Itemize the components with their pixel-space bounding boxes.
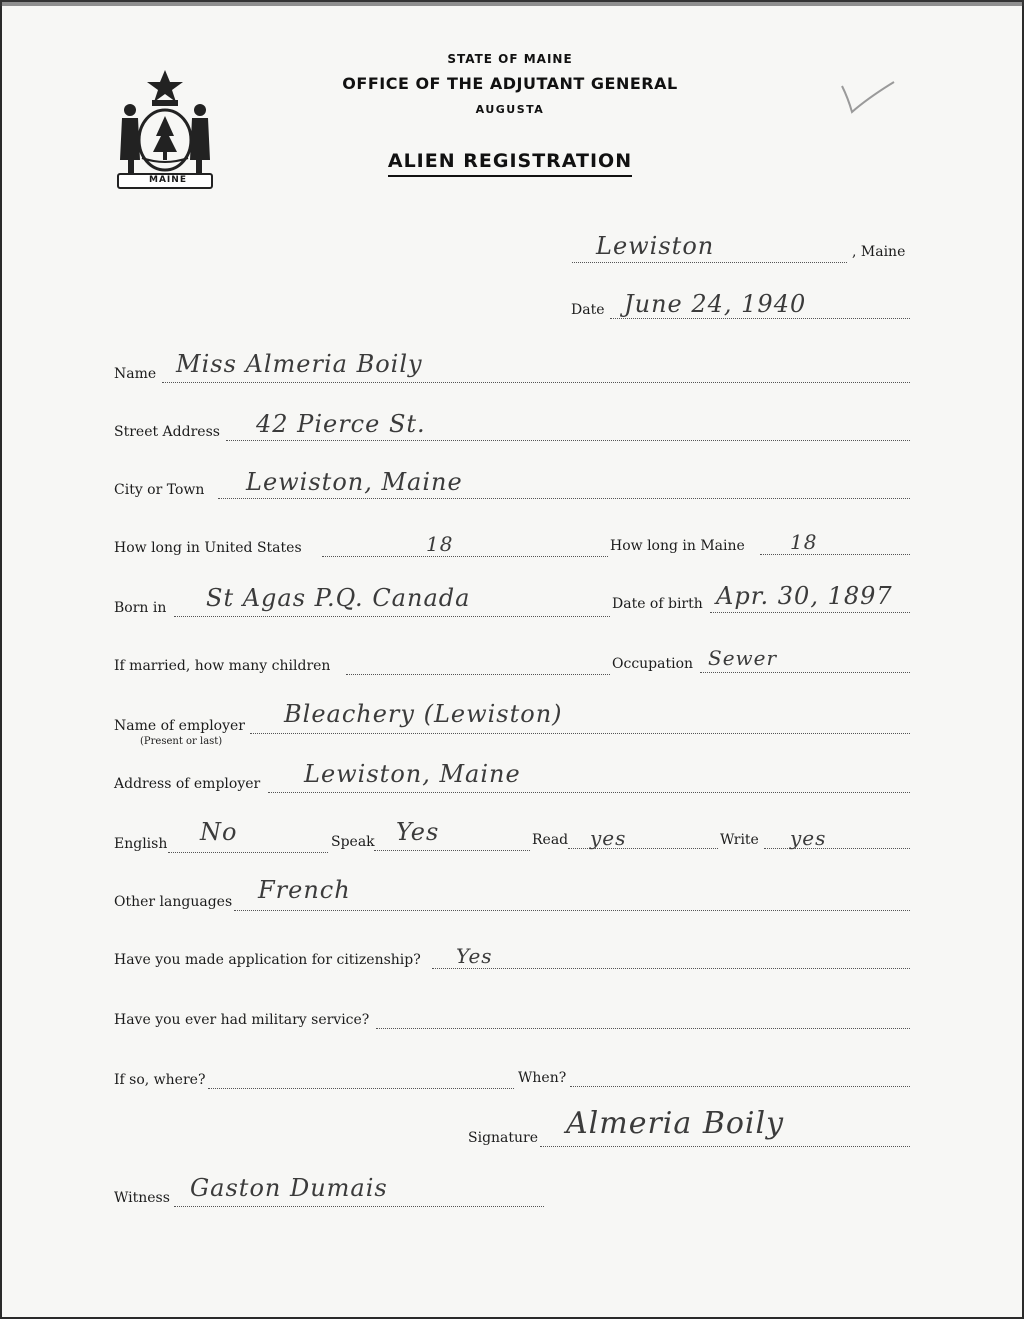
children-label: If married, how many children	[114, 658, 331, 674]
form-title-text: ALIEN REGISTRATION	[388, 150, 632, 177]
form-title	[300, 150, 720, 172]
dob-value: Apr. 30, 1897	[716, 582, 893, 610]
dob-line	[710, 612, 910, 613]
occupation-value: Sewer	[708, 646, 778, 670]
write-value: yes	[790, 826, 827, 850]
military-line	[376, 1028, 910, 1029]
children-line	[346, 674, 610, 675]
citizenship-label: Have you made application for citizenship?	[114, 952, 421, 968]
english-line	[168, 852, 328, 853]
dob-label: Date of birth	[612, 596, 703, 612]
header-city: AUGUSTA	[475, 103, 545, 116]
employer-value: Bleachery (Lewiston)	[284, 700, 563, 728]
where-label: If so, where?	[114, 1072, 206, 1088]
signature-value: Almeria Boily	[566, 1106, 785, 1141]
military-label: Have you ever had military service?	[114, 1012, 370, 1028]
street-line	[226, 440, 910, 441]
city-label: City or Town	[114, 482, 205, 498]
maine-years-label: How long in Maine	[610, 538, 745, 554]
occupation-label: Occupation	[612, 656, 694, 672]
scan-edge	[0, 0, 1024, 6]
town-suffix-label: , Maine	[852, 244, 906, 260]
maine-years-value: 18	[790, 530, 818, 554]
born-value: St Agas P.Q. Canada	[206, 584, 471, 612]
when-label: When?	[518, 1070, 567, 1086]
town-line	[572, 262, 847, 263]
where-line	[208, 1088, 514, 1089]
city-value: Lewiston, Maine	[246, 468, 463, 496]
us-years-line	[322, 556, 608, 557]
other-languages-label: Other languages	[114, 894, 233, 910]
write-label: Write	[720, 832, 759, 848]
speak-label: Speak	[331, 834, 375, 850]
us-years-label: How long in United States	[114, 540, 302, 556]
born-line	[174, 616, 610, 617]
town-value: Lewiston	[596, 232, 715, 260]
signature-label: Signature	[468, 1130, 539, 1146]
employer-address-line	[268, 792, 910, 793]
occupation-line	[700, 672, 910, 673]
employer-sublabel: (Present or last)	[140, 736, 223, 747]
witness-line	[174, 1206, 544, 1207]
header-state: STATE OF MAINE	[447, 52, 573, 66]
street-value: 42 Pierce St.	[256, 410, 426, 438]
speak-value: Yes	[396, 818, 440, 846]
date-label: Date	[571, 302, 605, 318]
us-years-value: 18	[426, 532, 454, 556]
born-label: Born in	[114, 600, 167, 616]
seal-banner-text: MAINE	[149, 175, 187, 185]
employer-address-label: Address of employer	[114, 776, 261, 792]
date-value: June 24, 1940	[624, 290, 807, 318]
date-line	[610, 318, 910, 319]
header-office: OFFICE OF THE ADJUTANT GENERAL	[342, 74, 678, 93]
employer-address-value: Lewiston, Maine	[304, 760, 521, 788]
name-line	[162, 382, 910, 383]
witness-value: Gaston Dumais	[190, 1174, 388, 1202]
write-line	[764, 848, 910, 849]
other-languages-value: French	[258, 876, 351, 904]
employer-line	[250, 733, 910, 734]
witness-label: Witness	[114, 1190, 170, 1206]
citizenship-value: Yes	[456, 944, 493, 968]
maine-years-line	[760, 554, 910, 555]
city-line	[218, 498, 910, 499]
employer-label: Name of employer	[114, 718, 245, 734]
english-label: English	[114, 836, 168, 852]
name-label: Name	[114, 366, 157, 382]
when-line	[570, 1086, 910, 1087]
speak-line	[374, 850, 530, 851]
other-languages-line	[234, 910, 910, 911]
english-value: No	[200, 818, 238, 846]
read-value: yes	[590, 826, 627, 850]
street-label: Street Address	[114, 424, 220, 440]
signature-line	[540, 1146, 910, 1147]
check-mark-icon	[838, 78, 898, 118]
read-label: Read	[532, 832, 569, 848]
citizenship-line	[432, 968, 910, 969]
name-value: Miss Almeria Boily	[176, 350, 423, 378]
